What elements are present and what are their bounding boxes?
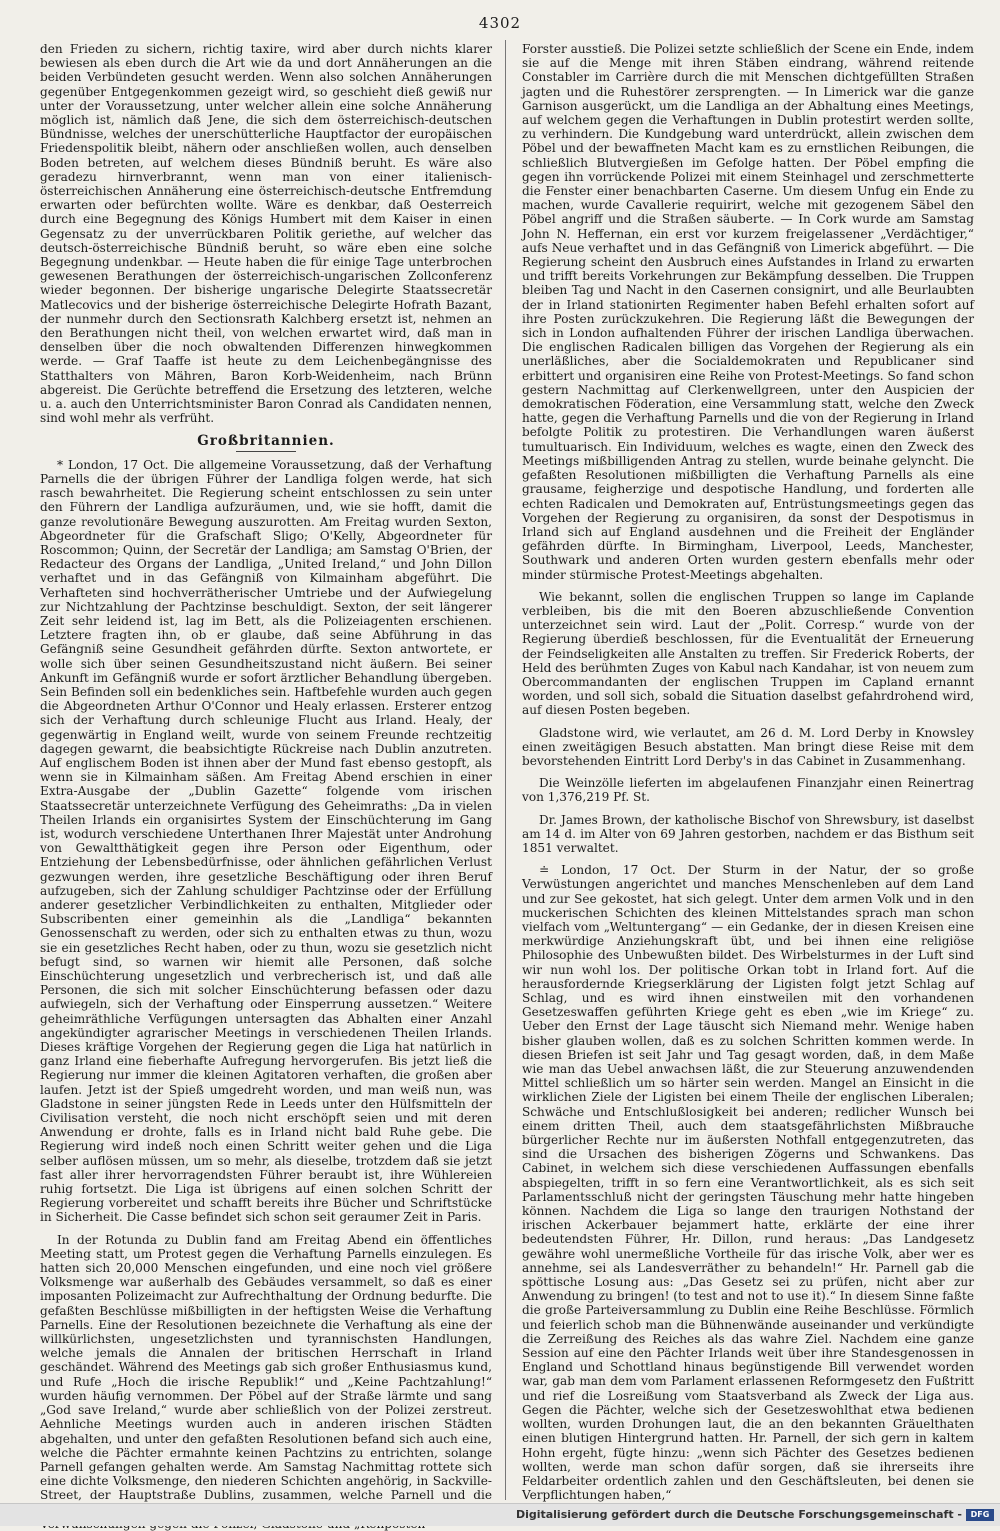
article-paragraph: ≐ London, 17 Oct. Der Sturm in der Natur, der so große Verwüstungen angerichtet und manches Menschenleben auf dem Land und zur See gekostet, hat sich gelegt. Unter dem armen Volk und in den muckerischen Schichten des kleinen Mittelstandes sprach man schon vielfach vom „Weltuntergang“ — ein Gedanke, der in diesen Kreisen eine merkwürdige Anziehungskraft übt, und bei ihnen eine religiöse Philosophie des Unbewußten bildet. Des Wirbelsturmes in der Luft sind wir nun wohl los. Der politische Orkan tobt in Irland fort. Auf die herausfordernde Kriegserklärung der Ligisten folgt jetzt Schlag auf Schlag, und es wird ihnen einstweilen mit den vorhandenen Gesetzeswaffen geführten Kriege geht es eben „wie im Kriege“ zu. Ueber den Ernst der Lage täuscht sich Niemand mehr. Wenige haben bisher glauben wollen, daß es zu solchen Schritten kommen werde. In diesen Briefen ist seit Jahr und Tag gesagt worden, daß, in dem Maße wie man das Uebel anwachsen läßt, die zur Steuerung anzuwendenden Mittel schließlich um so härter sein werden. Mangel an Einsicht in die wirklichen Ziele der Ligisten bei einem Theile der englischen Liberalen; Schwäche und Entschlußlosigkeit bei anderen; redlicher Wunsch bei einem dritten Theil, auch dem staatsgefährlichsten Mißbrauche bürgerlicher Rechte nur im äußersten Nothfall entgegenzutreten, das sind die Ursachen des bisherigen Zögerns und Schwankens. Das Cabinet, in welchem sich diese verschiedenen Auffassungen ebenfalls abspiegelten, trifft in so fern eine Verantwortlichkeit, als es sich seit Parlamentsschluß nicht der geringsten Täuschung mehr hatte hingeben können. Nachdem die Liga so lange den traurigen Nothstand der irischen Ackerbauer bejammert hatte, erklärte der eine ihrer bedeutendsten Führer, Hr. Dillon, rund heraus: „Das Landgesetz gewähre wohl unermeßliche Vortheile für das irische Volk, aber wer es annehme, sei als Landesverräther zu behandeln!“ Hr. Parnell gab die spöttische Losung aus: „Das Gesetz sei zu prüfen, nicht aber zur Anwendung zu bringen! (to test and not to use it).“ In diesem Sinne faßte die große Parteiversammlung zu Dublin eine Reihe Beschlüsse. Förmlich und feierlich schob man die Bühnenwände auseinander und verkündigte die Zerreißung des Reiches als das wahre Ziel. Nachdem eine ganze Session auf eine den Pächter Irlands weit über ihre Standesgenossen in England und Schottland hinaus begünstigende Bill verwendet worden war, gab man dem vom Parlament erlassenen Reformgesetz den Fußtritt und rief die Losreißung vom Staatsverband als Zweck der Liga aus. Gegen die Pächter, welche sich der Gesetzeswohlthat etwa bedienen wollten, wurden Drohungen laut, die an den bekannten Gräuelthaten einen blutigen Hintergrund hatten. Hr. Parnell, der sich gern in kaltem Hohn ergeht, fügte hinzu: „wenn sich Pächter des Gesetzes bedienen wollten, werde man schon dafür sorgen, daß sie ihrerseits ihre Feldarbeiter ordentlich zahlen und den Geschäftsleuten, bei denen sie Verpflichtungen haben,“ <box>522 863 974 1503</box>
article-paragraph: Forster ausstieß. Die Polizei setzte schließlich der Scene ein Ende, indem sie auf die Menge mit ihren Stäben eindrang, während reitende Constabler im Carrière durch die mit Menschen dichtgefüllten Straßen jagten und die Ruhestörer zersprengten. — In Limerick war die ganze Garnison ausgerückt, um die Landliga an der Abhaltung eines Meetings, auf welchem gegen die Verhaftungen in Dublin protestirt werden sollte, zu verhindern. Die Kundgebung ward unterdrückt, allein zwischen dem Pöbel und der bewaffneten Macht kam es zu ernstlichen Reibungen, die schließlich Blutvergießen im Gefolge hatten. Der Pöbel empfing die gegen ihn vorrückende Polizei mit einem Steinhagel und zerschmetterte die Fenster einer benachbarten Caserne. Um diesem Unfug ein Ende zu machen, wurde Cavallerie requirirt, welche mit gezogenem Säbel den Pöbel angriff und die Straßen säuberte. — In Cork wurde am Samstag John N. Heffernan, ein erst vor kurzem freigelassener „Verdächtiger,“ aufs Neue verhaftet und in das Gefängniß von Limerick abgeführt. — Die Regierung scheint den Ausbruch eines Aufstandes in Irland zu erwarten und trifft bereits Vorkehrungen zur Bekämpfung desselben. Die Truppen bleiben Tag und Nacht in den Casernen consignirt, und alle Beurlaubten der in Irland stationirten Regimenter haben Befehl erhalten sofort auf ihre Posten zurückzukehren. Die Regierung läßt die Bewegungen der sich in London aufhaltenden Führer der irischen Landliga überwachen. Die englischen Radicalen billigen das Vorgehen der Regierung als ein unerläßliches, aber die Socialdemokraten und Republicaner sind erbittert und organisiren eine Reihe von Protest-Meetings. So fand schon gestern Nachmittag auf Clerkenwellgreen, unter den Auspicien der demokratischen Föderation, eine Versammlung statt, welche den Zweck hatte, gegen die Verhaftung Parnells und die von der Regierung in Irland befolgte Politik zu protestiren. Die Verhandlungen waren äußerst tumultuarisch. Ein Individuum, welches es wagte, einen den Zweck des Meetings mißbilligenden Antrag zu stellen, wurde beinahe gelyncht. Die gefaßten Resolutionen mißbilligten die Verhaftung Parnells als eine grausame, feigherzige und despotische Handlung, und forderten alle echten Radicalen und Demokraten auf, Entrüstungsmeetings gegen das Vorgehen der Regierung zu organisiren, da sonst der Despotismus in Irland sich auf England ausdehnen und die Freiheit der Engländer gefährden dürfte. In Birmingham, Liverpool, Leeds, Manchester, Southwark und anderen Orten wurden gestern ebenfalls mehr oder minder stürmische Protest-Meetings abgehalten. <box>522 42 974 582</box>
section-heading: Großbritannien. <box>197 433 335 450</box>
article-paragraph: Dr. James Brown, der katholische Bischof von Shrewsbury, ist daselbst am 14 d. im Alter von 69 Jahren gestorben, nachdem er das Bisthum seit 1851 verwaltet. <box>522 812 974 855</box>
article-paragraph: Gladstone wird, wie verlautet, am 26 d. M. Lord Derby in Knowsley einen zweitägigen Besuch abstatten. Man bringt diese Reise mit dem bevorstehenden Eintritt Lord Derby's in das Cabinet in Zusammenhang. <box>522 725 974 768</box>
article-paragraph: * London, 17 Oct. Die allgemeine Voraussetzung, daß der Verhaftung Parnells die der übrigen Führer der Landliga folgen werde, hat sich rasch bewahrheitet. Die Regierung scheint entschlossen zu sein unter den Führern der Landliga aufzuräumen, und, wie sie hofft, damit die ganze revolutionäre Bewegung auszurotten. Am Freitag wurden Sexton, Abgeordneter für die Grafschaft Sligo; O'Kelly, Abgeordneter für Roscommon; Quinn, der Secretär der Landliga; am Samstag O'Brien, der Redacteur des Organs der Landliga, „United Ireland,“ und John Dillon verhaftet und in das Gefängniß von Kilmainham abgeführt. Die Verhafteten sind hochverrätherischer Umtriebe und der Aufwiegelung zur Nichtzahlung der Pachtzinse beschuldigt. Sexton, der seit längerer Zeit sehr leidend ist, lag im Bett, als die Polizeiagenten erschienen. Letztere fragten ihn, ob er glaube, daß seine Abführung in das Gefängniß seine Gesundheit gefährden dürfte. Sexton antwortete, er wolle sich über seinen Gesundheitszustand nicht äußern. Bei seiner Ankunft im Gefängniß wurde er sofort ärztlicher Behandlung übergeben. Sein Befinden soll ein bedenkliches sein. Haftbefehle wurden auch gegen die Abgeordneten Arthur O'Connor und Healy erlassen. Ersterer entzog sich der Verhaftung durch schleunige Flucht aus Irland. Healy, der gegenwärtig in England weilt, wurde von seinem Freunde rechtzeitig dagegen gewarnt, die beabsichtigte Rückreise nach Dublin anzutreten. Auf englischem Boden ist ihnen aber der Mund fast ebenso gestopft, als wenn sie in Kilmainham säßen. Am Freitag Abend erschien in einer Extra-Ausgabe der „Dublin Gazette“ folgende vom irischen Staatssecretär unterzeichnete Verfügung des Geheimraths: „Da in vielen Theilen Irlands ein organisirtes System der Einschüchterung im Gang ist, wodurch verschiedene Unterthanen Ihrer Majestät unter Androhung von Gewaltthätigkeit gegen ihre Person oder Eigenthum, oder Entziehung der Lebensbedürfnisse, oder ähnlichen gefährlichen Verlust gezwungen werden, ihre gesetzliche Beschäftigung oder ihren Beruf aufzugeben, sich der Zahlung schuldiger Pachtzinse oder der Erfüllung anderer gesetzlicher Verbindlichkeiten zu enthalten, Mitglieder oder Subscribenten einer gemeinhin als die „Landliga“ bekannten Genossenschaft zu werden, oder sich zu enthalten etwas zu thun, wozu sie ein gesetzliches Recht haben, oder zu thun, wozu sie gesetzlich nicht befugt sind, so warnen wir hiemit alle Personen, daß solche Einschüchterung ungesetzlich und verbrecherisch ist, und daß alle Personen, die sich mit solcher Einschüchterung befassen oder dazu aufwiegeln, sich der Verhaftung oder Einsperrung aussetzen.“ Weitere geheimräthliche Verfügungen untersagten das Abhalten einer Anzahl angekündigter agrarischer Meetings in verschiedenen Theilen Irlands. Dieses kräftige Vorgehen der Regierung gegen die Liga hat natürlich in ganz Irland eine fieberhafte Aufregung hervorgerufen. Bis jetzt ließ die Regierung nur immer die kleinen Agitatoren verhaften, die großen aber laufen. Jetzt ist der Spieß umgedreht worden, und man weiß nun, was Gladstone in seiner jüngsten Rede in Leeds unter den Hülfsmitteln der Civilisation versteht, die noch nicht erschöpft seien und mit deren Anwendung er drohte, falls es in Irland nicht bald Ruhe gebe. Die Regierung wird indeß noch einen Schritt weiter gehen und die Liga selber auflösen müssen, um so mehr, als dieselbe, trotzdem daß sie jetzt fast aller ihrer hervorragendsten Führer beraubt ist, ihre Wühlereien ruhig fortsetzt. Die Liga ist übrigens auf einen solchen Schritt der Regierung vorbereitet und schafft bereits ihre Bücher und Schriftstücke in Sicherheit. Die Casse befindet sich schon seit geraumer Zeit in Paris. <box>40 457 492 1225</box>
article-paragraph: Wie bekannt, sollen die englischen Truppen so lange im Caplande verbleiben, bis die mit den Boeren abzuschließende Convention unterzeichnet sein wird. Laut der „Polit. Corresp.“ wurde von der Regierung überdieß beschlossen, für die Eventualität der Erneuerung der Feindseligkeiten alle Anstalten zu treffen. Sir Frederick Roberts, der Held des berühmten Zuges von Kabul nach Kandahar, ist von neuem zum Obercommandanten der englischen Truppen im Capland ernannt worden, und soll sich, sobald die Situation daselbst gefahrdrohend wird, auf diesen Posten begeben. <box>522 589 974 718</box>
article-paragraph: In der Rotunda zu Dublin fand am Freitag Abend ein öffentliches Meeting statt, um Protest gegen die Verhaftung Parnells einzulegen. Es hatten sich 20,000 Menschen eingefunden, und eine noch viel größere Volksmenge war außerhalb des Gebäudes versammelt, so daß es einer imposanten Polizeimacht zur Aufrechthaltung der Ordnung bedurfte. Die gefaßten Beschlüsse mißbilligten in der heftigsten Weise die Verhaftung Parnells. Eine der Resolutionen bezeichnete die Verhaftung als eine der willkürlichsten, ungesetzlichsten und tyrannischsten Handlungen, welche jemals die Annalen der britischen Herrschaft in Irland geschändet. Während des Meetings gab sich großer Enthusiasmus kund, und Rufe „Hoch die irische Republik!“ und „Keine Pachtzahlung!“ wurden häufig vernommen. Der Pöbel auf der Straße lärmte und sang „God save Ireland,“ wurde aber schließlich von der Polizei zerstreut. Aehnliche Meetings wurden auch in anderen irischen Städten abgehalten, und unter den gefaßten Resolutionen befand sich auch eine, welche die Pächter ermahnte keinen Pachtzins zu entrichten, solange Parnell gefangen gehalten werde. Am Samstag Nachmittag rottete sich eine dichte Volksmenge, den niederen Schichten angehörig, in Sackville-Street, der Hauptstraße Dublins, zusammen, welche Parnell und die <box>40 1232 492 1503</box>
funding-notice: Digitalisierung gefördert durch die Deutsche Forschungsgemeinschaft - <box>515 1508 962 1521</box>
digitization-footer <box>0 1503 1000 1526</box>
dfg-logo: DFG <box>966 1509 994 1521</box>
page-number: 4302 <box>478 14 522 32</box>
left-column <box>40 42 492 1531</box>
heading-underline <box>236 451 296 452</box>
article-paragraph: Die Weinzölle lieferten im abgelaufenen Finanzjahr einen Reinertrag von 1,376,219 Pf. St. <box>522 776 974 805</box>
column-divider <box>505 40 506 1500</box>
article-paragraph: den Frieden zu sichern, richtig taxire, wird aber durch nichts klarer bewiesen als eben durch die Art wie da und dort Annäherungen an die beiden Verbündeten gesucht werden. Wenn also solchen Annäherungen gegenüber Entgegenkommen gezeigt wird, so geschieht dieß gewiß nur unter der Voraussetzung, unter welcher allein eine solche Annäherung möglich ist, nämlich daß Jene, die sich dem österreichisch-deutschen Bündnisse, welches der unerschütterliche Hauptfactor der europäischen Friedenspolitik bleibt, nähern oder anschließen wollen, auch denselben Boden betreten, auf welchem dieses Bündniß beruht. Es wäre also geradezu hirnverbrannt, wenn man von einer italienisch-österreichischen Annäherung eine österreichisch-deutsche Entfremdung erwarten oder befürchten wollte. Wäre es denkbar, daß Oesterreich durch eine Begegnung des Königs Humbert mit dem Kaiser in einen Gegensatz zu der unverrückbaren Politik geriethe, auf welcher das deutsch-österreichische Bündniß beruht, so wäre eben eine solche Begegnung undenkbar. — Heute haben die für einige Tage unterbrochen gewesenen Berathungen der österreichisch-ungarischen Zollconferenz wieder begonnen. Der bisherige ungarische Delegirte Staatssecretär Matlecovics und der bisherige österreichische Delegirte Hofrath Bazant, der nunmehr durch den Sectionsrath Kalchberg ersetzt ist, nehmen an den Berathungen nicht theil, von welchen erwartet wird, daß man in denselben über die noch obwaltenden Differenzen hinwegkommen werde. — Graf Taaffe ist heute zu dem Leichenbegängnisse des Statthalters von Mähren, Baron Korb-Weidenheim, nach Brünn abgereist. Die Gerüchte betreffend die Ersetzung des letzteren, welche u. a. auch den Unterrichtsminister Baron Conrad als Candidaten nennen, sind wohl mehr als verfrüht. <box>40 42 492 426</box>
right-column <box>522 42 974 1502</box>
